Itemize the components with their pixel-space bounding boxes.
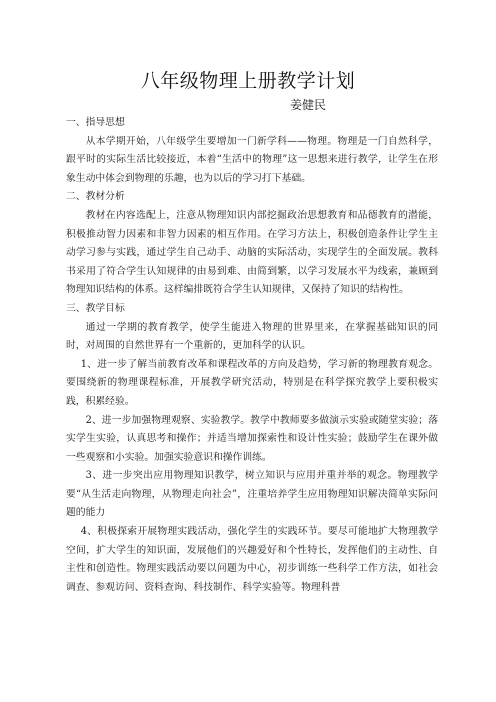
section-heading: 三、教学目标: [66, 302, 125, 314]
paragraph: 3、进一步突出应用物理知识教学，树立知识与应用并重并举的观念。物理教学要“从生活走向物理，从物理走向社会”，注重培养学生应用物理知识解决简单实际问题的能力: [66, 470, 438, 519]
paragraph: 教材在内容选配上，注意从物理知识内部挖掘政治思想教育和品德教育的潜能，积极推动智力因素和非智力因素的相互作用。在学习方法上，积极创造条件让学生主动学习参与实践，通过学生自己动手、动脑的实际活动，实现学生的全面发展。教科书采用了符合学生认知规律的由易到难、由简到繁，以学习发展水平为线索，兼顾到物理知识结构的体系。这样编排既符合学生认知规律，又保持了知识的结构性。: [66, 209, 438, 296]
paragraph: 2、进一步加强物理观察、实验教学。教学中教师要多做演示实验或随堂实验；落实学生实验，认真思考和操作；并适当增加探索性和设计性实验；鼓励学生在课外做一些观察和小实验。加强实验意识和操作训练。: [66, 414, 438, 463]
section-heading: 二、教材分析: [66, 191, 125, 203]
paragraph: 通过一学期的教育教学，使学生能进入物理的世界里来，在掌握基础知识的同时，对周围的自然世界有一个重新的，更加科学的认识。: [66, 321, 438, 352]
paragraph: 从本学期开始，八年级学生要增加一门新学科——物理。物理是一门自然科学，跟平时的实际生活比较接近，本着“生活中的物理”这一思想来进行教学，让学生在形象生动中体会到物理的乐趣，也为以后的学习打下基础。: [66, 135, 438, 184]
paragraph: 4、积极探索开展物理实践活动，强化学生的实践环节。要尽可能地扩大物理教学空间，扩大学生的知识面，发展他们的兴趣爱好和个性特长，发挥他们的主动性、自主性和创造性。物理实践活动要以问题为中心，初步训练一些科学工作方法，如社会调查、参观访问、资料查询、科技制作、科学实验等。物理科普: [66, 526, 438, 593]
document-body: [66, 114, 438, 597]
document-title: 八年级物理上册教学计划: [140, 70, 356, 92]
document-author: 姜健民: [290, 98, 327, 112]
paragraph: 1、进一步了解当前教育改革和课程改革的方向及趋势，学习新的物理教育观念。要围绕新的物理课程标准，开展教学研究活动，特别是在科学探究教学上要积极实践，积累经验。: [66, 358, 438, 407]
section-heading: 一、指导思想: [66, 117, 125, 128]
